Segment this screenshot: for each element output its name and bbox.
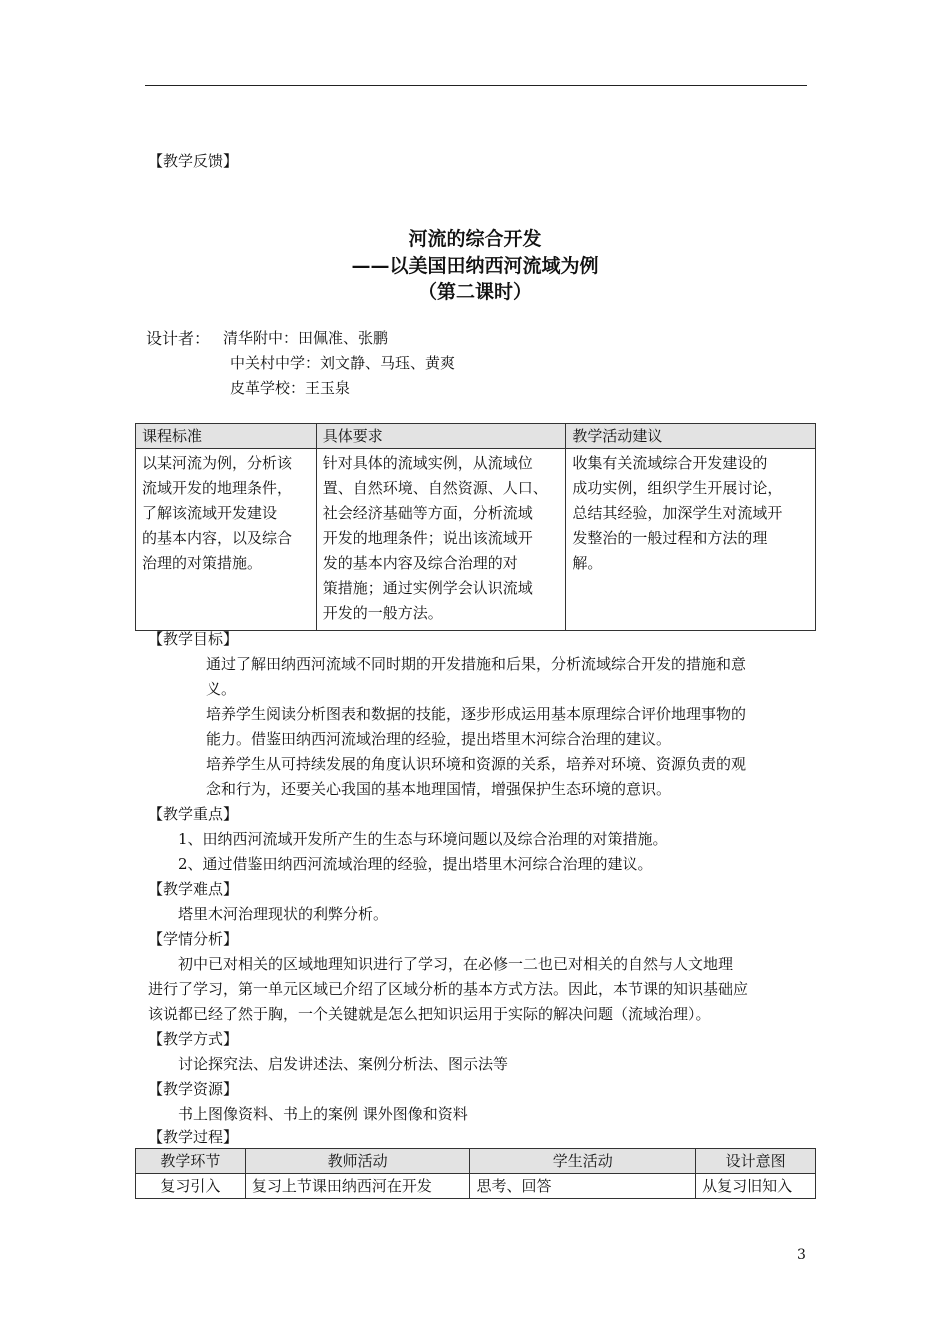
cell-line: 收集有关流域综合开发建设的 xyxy=(572,454,768,472)
difficulties-heading: 【教学难点】 xyxy=(148,880,239,898)
requirement-cell xyxy=(316,449,566,631)
objective-line: 念和行为，还要关心我国的基本地理国情，增强保护生态环境的意识。 xyxy=(206,780,672,798)
activity-cell xyxy=(566,449,816,631)
table-header: 教学环节 xyxy=(136,1149,246,1174)
table-cell: 复习上节课田纳西河在开发 xyxy=(245,1174,470,1199)
key-point-item: 1、田纳西河流域开发所产生的生态与环境问题以及综合治理的对策措施。 xyxy=(178,830,668,848)
key-points-heading: 【教学重点】 xyxy=(148,805,239,823)
document-subtitle: ——以美国田纳西河流域为例 xyxy=(351,255,599,277)
analysis-line: 该说都已经了然于胸，一个关键就是怎么把知识运用于实际的解决问题（流域治理）。 xyxy=(148,1005,711,1023)
cell-line: 总结其经验，加深学生对流域开 xyxy=(572,504,783,522)
table-cell: 思考、回答 xyxy=(470,1174,696,1199)
table-cell: 复习引入 xyxy=(136,1174,246,1199)
standard-cell xyxy=(136,449,317,631)
cell-line: 开发的一般方法。 xyxy=(322,604,443,622)
cell-line: 发的基本内容及综合治理的对 xyxy=(322,554,518,572)
methods-heading: 【教学方式】 xyxy=(148,1030,239,1048)
objectives-heading: 【教学目标】 xyxy=(148,630,239,648)
feedback-heading: 【教学反馈】 xyxy=(148,152,239,170)
cell-line: 了解该流域开发建设 xyxy=(142,504,278,522)
curriculum-standards-table xyxy=(135,423,816,631)
analysis-line: 进行了学习，第一单元区域已介绍了区域分析的基本方式方法。因此，本节课的知识基础应 xyxy=(148,980,749,998)
cell-line: 解。 xyxy=(572,554,603,572)
key-point-item: 2、通过借鉴田纳西河流域治理的经验，提出塔里木河综合治理的建议。 xyxy=(178,855,653,873)
document-title: 河流的综合开发 xyxy=(408,228,542,250)
cell-line: 治理的对策措施。 xyxy=(142,554,263,572)
session-label: （第二课时） xyxy=(417,281,532,303)
cell-line: 针对具体的流域实例，从流域位 xyxy=(322,454,533,472)
cell-line: 策措施；通过实例学会认识流域 xyxy=(322,579,533,597)
cell-line: 置、自然环境、自然资源、人口、 xyxy=(322,479,548,497)
header-rule xyxy=(145,85,807,86)
page-number: 3 xyxy=(797,1247,806,1263)
table-header: 教师活动 xyxy=(245,1149,470,1174)
analysis-heading: 【学情分析】 xyxy=(148,930,239,948)
designer-line: 中关村中学：刘文静、马珏、黄爽 xyxy=(230,354,456,372)
methods-text: 讨论探究法、启发讲述法、案例分析法、图示法等 xyxy=(178,1055,509,1073)
cell-line: 的基本内容，以及综合 xyxy=(142,529,293,547)
objective-line: 通过了解田纳西河流域不同时期的开发措施和后果，分析流域综合开发的措施和意 xyxy=(206,655,747,673)
difficulties-text: 塔里木河治理现状的利弊分析。 xyxy=(178,905,389,923)
process-heading: 【教学过程】 xyxy=(148,1128,239,1146)
table-header: 具体要求 xyxy=(316,424,566,449)
cell-line: 社会经济基础等方面，分析流域 xyxy=(322,504,533,522)
objective-line: 培养学生从可持续发展的角度认识环境和资源的关系，培养对环境、资源负责的观 xyxy=(206,755,747,773)
designer-line: 清华附中：田佩准、张鹏 xyxy=(223,329,389,347)
cell-line: 成功实例，组织学生开展讨论， xyxy=(572,479,783,497)
objective-line: 能力。借鉴田纳西河流域治理的经验，提出塔里木河综合治理的建议。 xyxy=(206,730,672,748)
cell-line: 开发的地理条件；说出该流域开 xyxy=(322,529,533,547)
resources-heading: 【教学资源】 xyxy=(148,1080,239,1098)
designers-label: 设计者： xyxy=(146,329,211,348)
table-header: 教学活动建议 xyxy=(566,424,816,449)
objective-line: 义。 xyxy=(206,680,237,698)
teaching-process-table xyxy=(135,1148,816,1199)
cell-line: 流域开发的地理条件， xyxy=(142,479,293,497)
cell-line: 发整治的一般过程和方法的理 xyxy=(572,529,768,547)
table-header: 设计意图 xyxy=(696,1149,816,1174)
objective-line: 培养学生阅读分析图表和数据的技能，逐步形成运用基本原理综合评价地理事物的 xyxy=(206,705,747,723)
designer-line: 皮革学校：王玉泉 xyxy=(230,379,351,397)
resources-text: 书上图像资料、书上的案例 课外图像和资料 xyxy=(178,1105,468,1123)
analysis-line: 初中已对相关的区域地理知识进行了学习，在必修一二也已对相关的自然与人文地理 xyxy=(178,955,734,973)
table-cell: 从复习旧知入 xyxy=(696,1174,816,1199)
cell-line: 以某河流为例，分析该 xyxy=(142,454,293,472)
table-header: 学生活动 xyxy=(470,1149,696,1174)
table-header: 课程标准 xyxy=(136,424,317,449)
